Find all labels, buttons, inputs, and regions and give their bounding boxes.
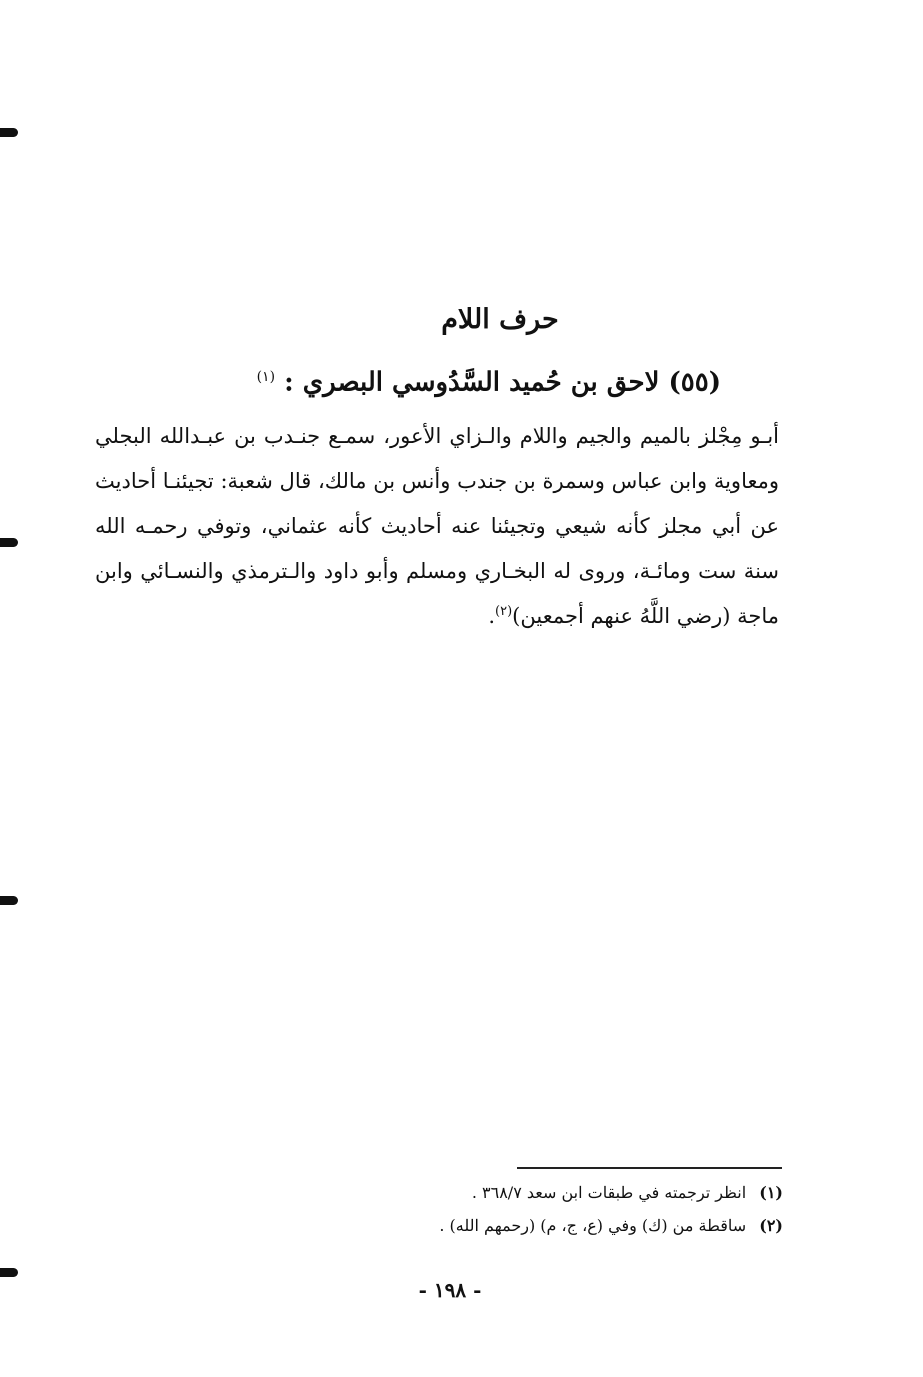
entry-body (95, 414, 779, 639)
entry-body-text: أبـو مِجْلز بالميم والجيم واللام والـزاي الأعور، سمـع جنـدب بن عبـدالله البجلي ومعاوية وابن عباس وسمرة بن جندب وأنس بن مالك، قال شعبة: تجيئنـا أحاديث عن أبي مجلز كأنه شيعي وتجيئنا عنه أحاديث كأنه عثماني، وتوفي رحمـه الله سنة ست ومائـة، وروى له البخـاري ومسلم وأبو داود والـترمذي والنسـائي وابن ماجة (رضي اللَّهُ عنهم أجمعين) (95, 424, 779, 628)
footnote-text: ساقطة من (ك) وفي (ع، ج، م) (رحمهم الله) . (439, 1216, 747, 1235)
entry-heading-text: (٥٥) لاحق بن حُميد السَّدُوسي البصري : (284, 367, 721, 398)
footnote-divider (517, 1167, 782, 1169)
footnote-ref[interactable]: (٢) (495, 604, 513, 619)
punch-hole-mark (0, 128, 18, 137)
footnote-number: (٢) (759, 1216, 783, 1235)
footnote-text: انظر ترجمته في طبقات ابن سعد ٣٦٨/٧ . (471, 1183, 747, 1202)
footnote-item (283, 1209, 783, 1242)
footnote-item (283, 1176, 783, 1209)
section-title: حرف اللام (441, 304, 559, 335)
footnotes (283, 1176, 783, 1242)
entry-heading (201, 357, 721, 403)
footnote-ref[interactable]: (١) (256, 369, 276, 385)
page-number: - ١٩٨ - (418, 1278, 482, 1302)
punch-hole-mark (0, 896, 18, 905)
entry-body-end: . (488, 604, 496, 628)
punch-hole-mark (0, 538, 18, 547)
footnote-number: (١) (759, 1183, 783, 1202)
punch-hole-mark (0, 1268, 18, 1277)
